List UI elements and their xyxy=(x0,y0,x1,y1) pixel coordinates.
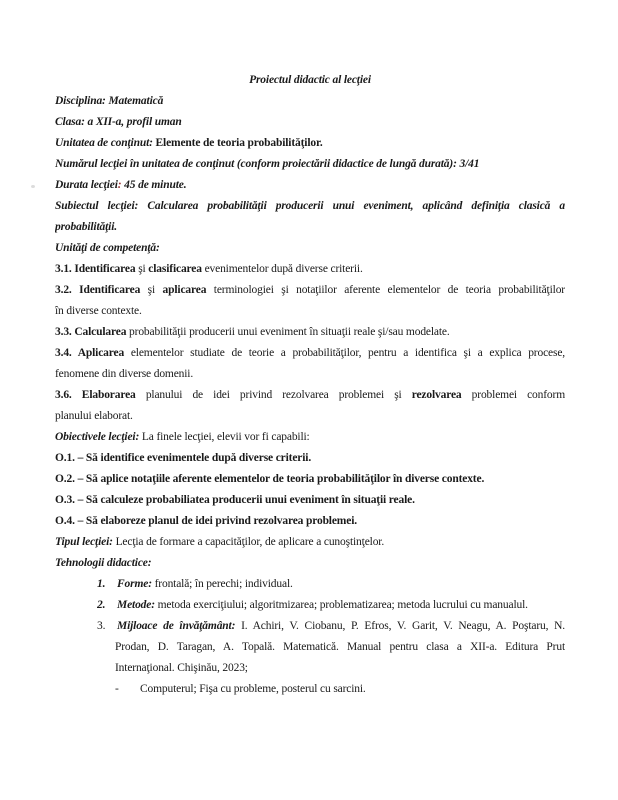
text-run: 3.6. Elaborarea xyxy=(55,389,146,401)
text-run: planului de idei privind rezolvarea problemei şi xyxy=(145,389,412,401)
text-run: evenimentelor după diverse criterii. xyxy=(204,263,363,275)
competence-3-6-line-1 xyxy=(55,385,565,406)
text-run: elementelor studiate de teorie a probabilităţilor, pentru a identifica şi a explica procese, xyxy=(130,347,565,359)
objective-o4 xyxy=(55,511,565,532)
text-run: Forme: xyxy=(117,578,155,590)
text-run: Unitatea de conţinut: xyxy=(55,137,156,149)
text-run: Tehnologii didactice: xyxy=(55,557,152,569)
competence-3-2-line-2 xyxy=(55,301,565,322)
text-run: clasificarea xyxy=(148,263,205,275)
text-run: metoda exerciţiului; algoritmizarea; problematizarea; metoda lucrului cu manualul. xyxy=(157,599,528,611)
text-run: Lecţia de formare a capacităţilor, de aplicare a cunoştinţelor. xyxy=(115,536,385,548)
text-run: 3.3. Calcularea xyxy=(55,326,130,338)
text-run: - xyxy=(115,683,119,695)
text-run: Obiectivele lecţiei: xyxy=(55,431,142,443)
text-run: Durata lecţiei xyxy=(55,179,118,191)
text-run: problemei conform xyxy=(471,389,565,401)
margin-speck xyxy=(31,185,35,188)
list-item-mijloace-line-2 xyxy=(115,637,565,658)
text-run: 3. xyxy=(97,620,106,632)
list-item-metode xyxy=(97,595,565,616)
text-run: Prodan, D. Taragan, A. Topală. Matematică. Manual pentru clasa a XII-a. Editura Prut xyxy=(115,641,565,653)
list-item-mijloace-line-3 xyxy=(115,658,565,679)
competence-3-1 xyxy=(55,259,565,280)
competence-3-3 xyxy=(55,322,565,343)
text-run: aplicarea xyxy=(162,284,214,296)
text-run: în diverse contexte. xyxy=(55,305,142,317)
competence-3-4-line-1 xyxy=(55,343,565,364)
paragraph-subiectul-line-1 xyxy=(55,196,565,217)
paragraph-numarul-lectiei xyxy=(55,154,565,175)
paragraph-disciplina xyxy=(55,91,565,112)
objective-o2 xyxy=(55,469,565,490)
text-run: Clasa: a XII-a, profil uman xyxy=(55,116,182,128)
text-run: 3.2. Identificarea xyxy=(55,284,148,296)
competence-3-2-line-1 xyxy=(55,280,565,301)
paragraph-clasa xyxy=(55,112,565,133)
text-run: Proiectul didactic al lecţiei xyxy=(249,74,371,86)
competence-3-4-line-2 xyxy=(55,364,565,385)
text-run: rezolvarea xyxy=(411,389,472,401)
text-run: Elemente de teoria probabilităţilor. xyxy=(155,137,323,149)
text-run: Disciplina: Matematică xyxy=(55,95,164,107)
text-run: Numărul lecţiei în unitatea de conţinut (conform proiectării didactice de lungă durată): 3/41 xyxy=(55,158,480,170)
paragraph-unitatea-continut xyxy=(55,133,565,154)
text-run: 3.4. Aplicarea xyxy=(55,347,131,359)
paragraph-tehnologii xyxy=(55,553,565,574)
paragraph-unitati-competenta xyxy=(55,238,565,259)
text-run: O.4. – Să elaboreze planul de idei privind rezolvarea problemei. xyxy=(55,515,357,527)
text-run: La finele lecţiei, elevii vor fi capabili: xyxy=(141,431,310,443)
text-run: Metode: xyxy=(117,599,158,611)
paragraph-durata-lectiei xyxy=(55,175,565,196)
text-run: 3.1. Identificarea xyxy=(55,263,139,275)
text-run: frontală; în perechi; individual. xyxy=(154,578,293,590)
competence-3-6-line-2 xyxy=(55,406,565,427)
text-run: Internaţional. Chişinău, 2023; xyxy=(115,662,248,674)
text-run: planului elaborat. xyxy=(55,410,133,422)
list-item-forme xyxy=(97,574,565,595)
text-run: O.3. – Să calculeze probabiliatea producerii unui eveniment în situaţii reale. xyxy=(55,494,415,506)
text-run: O.2. – Să aplice notaţiile aferente elementelor de teoria probabilităţilor în diverse contexte. xyxy=(55,473,485,485)
text-run: şi xyxy=(147,284,163,296)
paragraph-subiectul-line-2 xyxy=(55,217,565,238)
list-item-mijloace-line-1 xyxy=(97,616,565,637)
paragraph-tipul-lectiei xyxy=(55,532,565,553)
objective-o3 xyxy=(55,490,565,511)
text-run: Tipul lecţiei: xyxy=(55,536,116,548)
text-run: O.1. – Să identifice evenimentele după diverse criterii. xyxy=(55,452,312,464)
text-run: I. Achiri, V. Ciobanu, P. Efros, V. Garit, V. Neagu, A. Poştaru, N. xyxy=(241,620,565,632)
text-run: 1. xyxy=(97,578,106,590)
text-run: şi xyxy=(138,263,149,275)
text-run: probabilităţii. xyxy=(55,221,117,233)
text-run: Subiectul lecţiei: Calcularea probabilităţii producerii unui eveniment, aplicând definiţia clasică a xyxy=(55,200,565,212)
text-run: Mijloace de învăţământ: xyxy=(117,620,242,632)
text-run: fenomene din diverse domenii. xyxy=(55,368,194,380)
paragraph-obiectivele xyxy=(55,427,565,448)
text-run: Computerul; Fişa cu probleme, posterul cu sarcini. xyxy=(140,683,366,695)
text-run: : xyxy=(117,179,122,191)
text-run: Unităţi de competenţă: xyxy=(55,242,160,254)
page-title xyxy=(55,70,565,91)
objective-o1 xyxy=(55,448,565,469)
text-run: terminologiei şi notaţiilor aferente elementelor de teoria probabilităţilor xyxy=(213,284,565,296)
text-run: 45 de minute. xyxy=(121,179,187,191)
sub-bullet-computerul xyxy=(115,679,565,700)
text-run: probabilităţii producerii unui eveniment în situaţii reale şi/sau modelate. xyxy=(129,326,450,338)
text-run: 2. xyxy=(97,599,106,611)
